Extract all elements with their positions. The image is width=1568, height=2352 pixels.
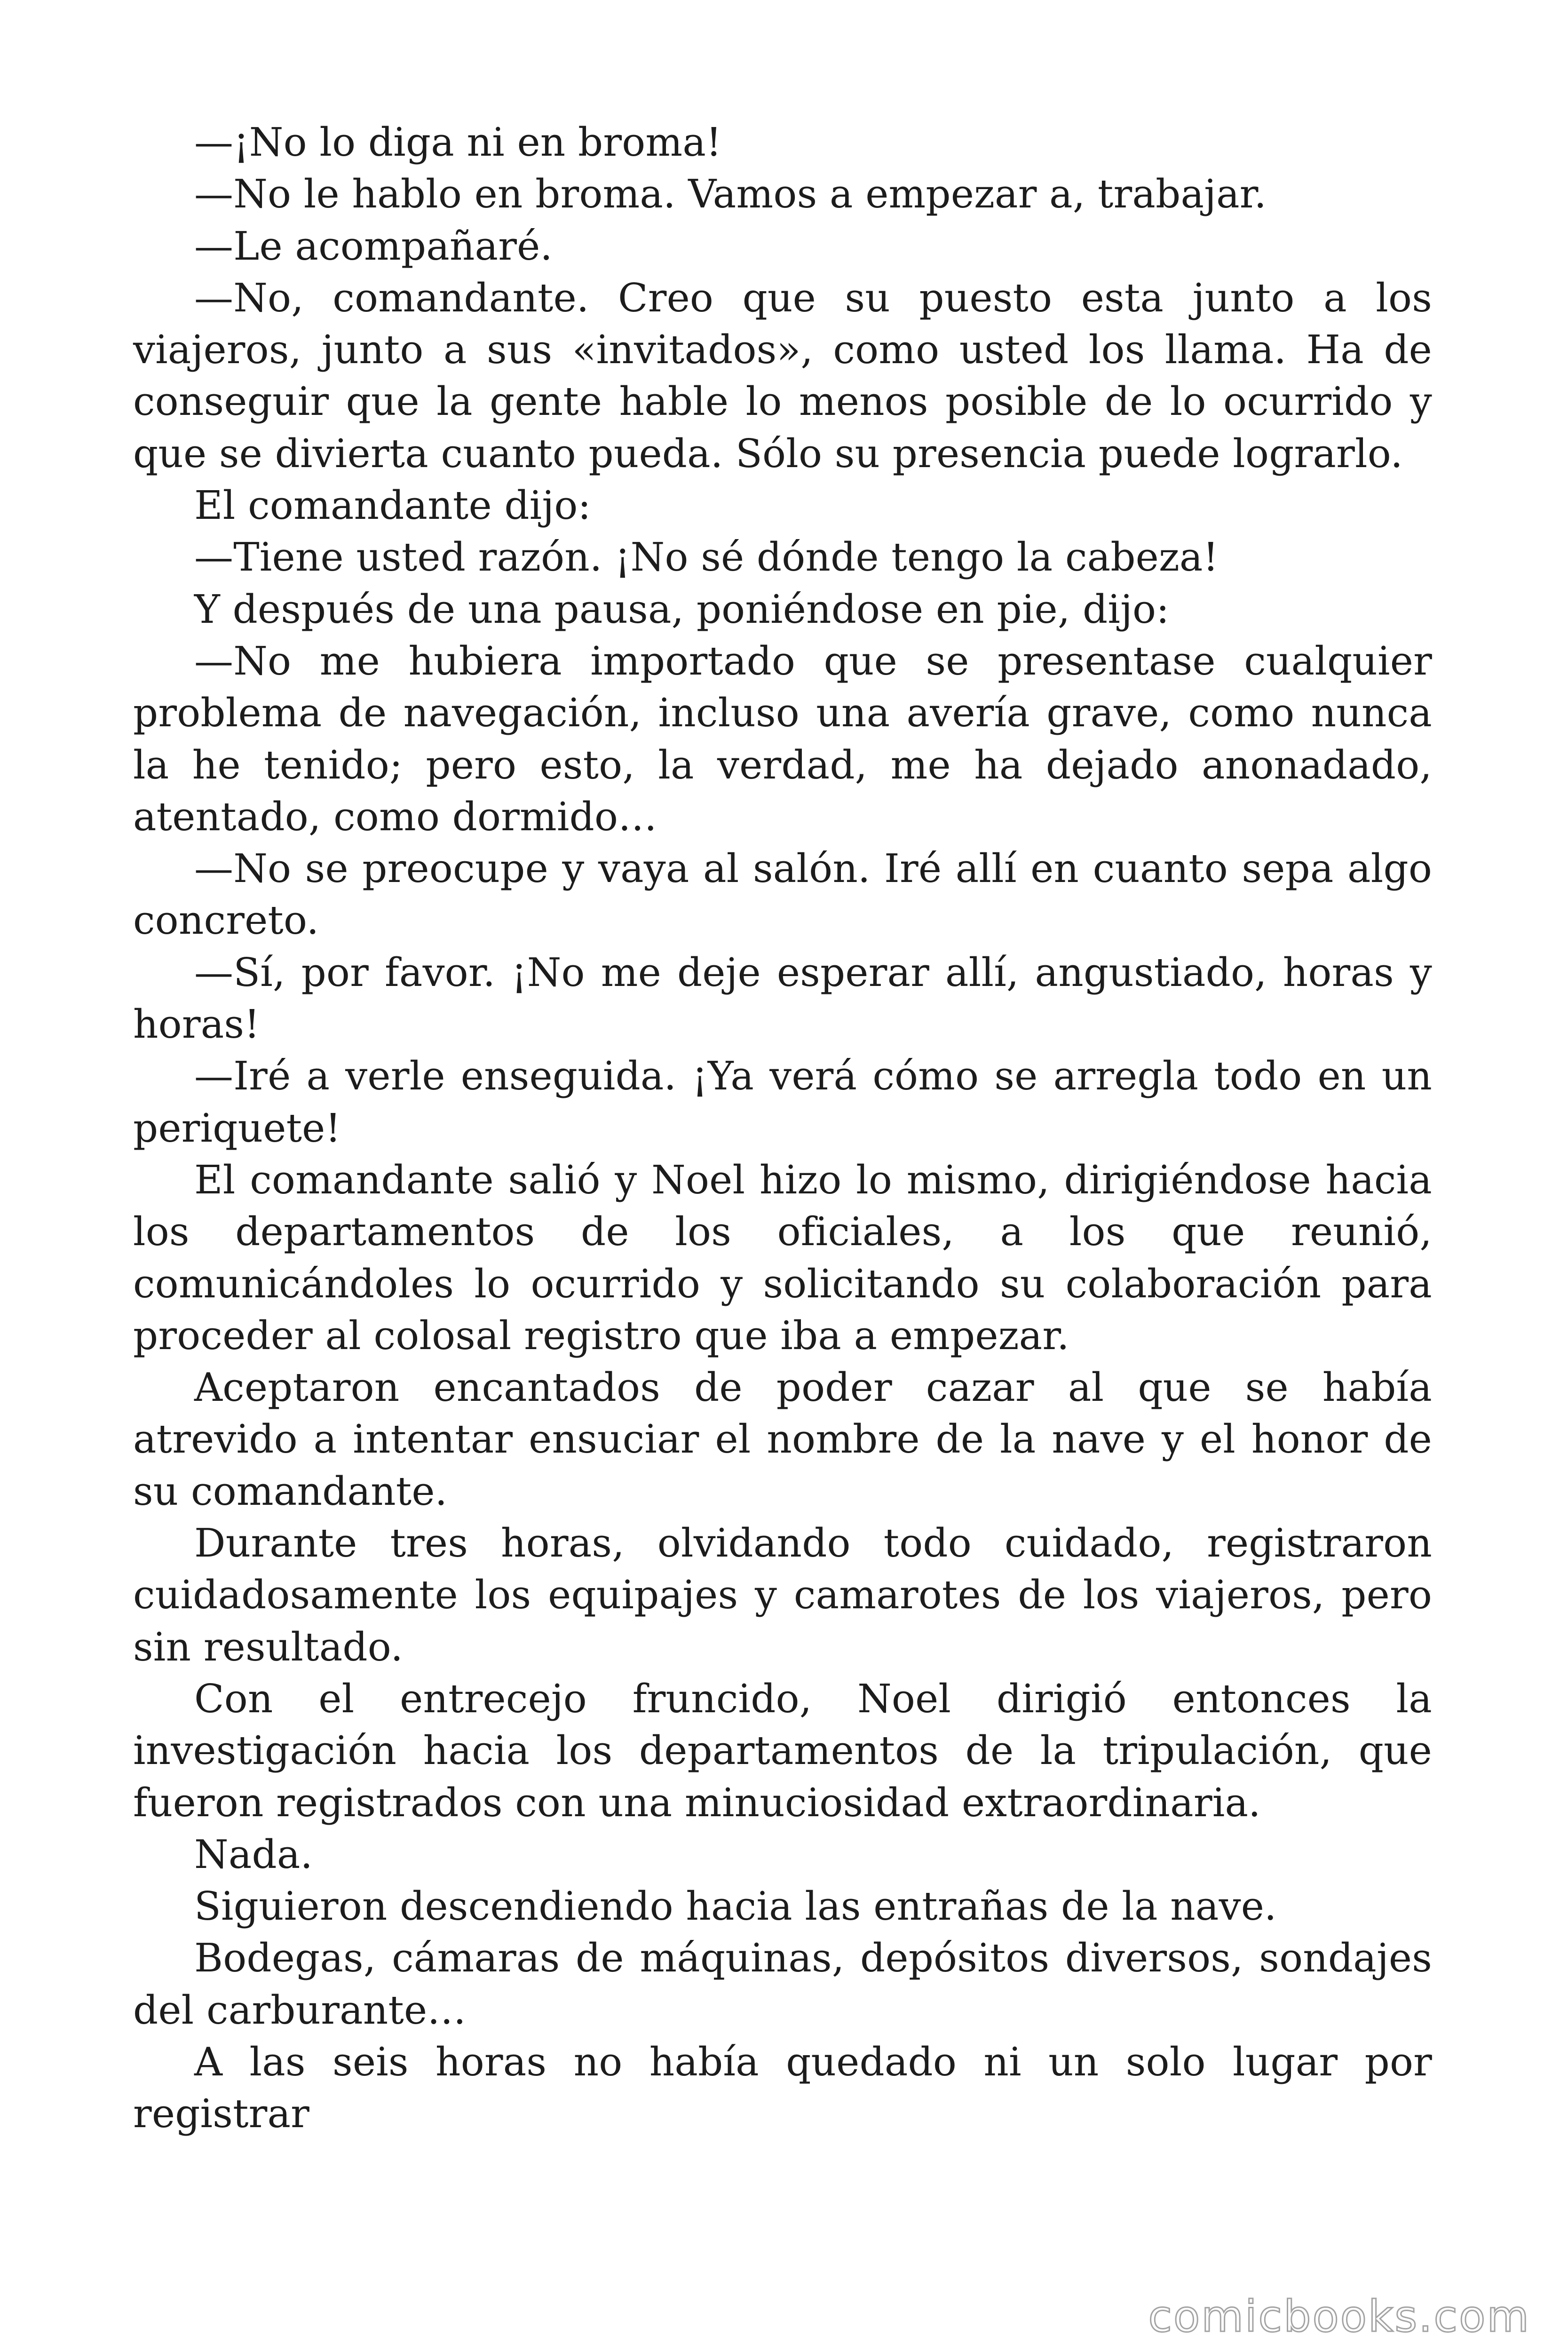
paragraph: Durante tres horas, olvidando todo cuidado, registraron cuidadosamente los equipajes y camarotes de los viajeros, pero sin resultado. (133, 1520, 1432, 1670)
paragraph: —No, comandante. Creo que su puesto esta junto a los viajeros, junto a sus «invitados», como usted los llama. Ha de conseguir que la gente hable lo menos posible de lo ocurrido y que se divierta cuanto pueda. Sólo su presencia puede lograrlo. (133, 275, 1432, 477)
paragraph: —Tiene usted razón. ¡No sé dónde tengo la cabeza! (194, 534, 1219, 580)
paragraph: El comandante dijo: (194, 483, 591, 529)
paragraph: Con el entrecejo fruncido, Noel dirigió entonces la investigación hacia los departamentos de la tripulación, que fueron registrados con una minuciosidad extraordinaria. (133, 1676, 1432, 1826)
paragraph: —¡No lo diga ni en broma! (194, 119, 722, 165)
paragraph: —Iré a verle enseguida. ¡Ya verá cómo se arregla todo en un periquete! (133, 1053, 1432, 1151)
paragraph: —No le hablo en broma. Vamos a empezar a, trabajar. (194, 171, 1267, 217)
paragraph: Aceptaron encantados de poder cazar al que se había atrevido a intentar ensuciar el nombre de la nave y el honor de su comandante. (133, 1365, 1432, 1514)
paragraph: Siguieron descendiendo hacia las entrañas de la nave. (194, 1883, 1277, 1930)
paragraph: —Le acompañaré. (194, 223, 553, 269)
paragraph: El comandante salió y Noel hizo lo mismo, dirigiéndose hacia los departamentos de los oficiales, a los que reunió, comunicándoles lo ocurrido y solicitando su colaboración para proceder al colosal registro que iba a empezar. (133, 1157, 1432, 1359)
watermark: comicbooks.com (1148, 2291, 1530, 2342)
paragraph: —No se preocupe y vaya al salón. Iré allí en cuanto sepa algo concreto. (133, 846, 1432, 944)
paragraph: Y después de una pausa, poniéndose en pie, dijo: (194, 586, 1170, 632)
paragraph: Bodegas, cámaras de máquinas, depósitos diversos, sondajes del carburante… (133, 1935, 1432, 2033)
paragraph: —Sí, por favor. ¡No me deje esperar allí, angustiado, horas y horas! (133, 949, 1432, 1048)
paragraph: —No me hubiera importado que se presentase cualquier problema de navegación, incluso una avería grave, como nunca la he tenido; pero esto, la verdad, me ha dejado anonadado, atentado, como dormido… (133, 638, 1432, 840)
paragraph: Nada. (194, 1831, 313, 1877)
body-text (133, 117, 1432, 2140)
paragraph-continued: A las seis horas no había quedado ni un solo lugar por registrar (133, 2039, 1432, 2137)
